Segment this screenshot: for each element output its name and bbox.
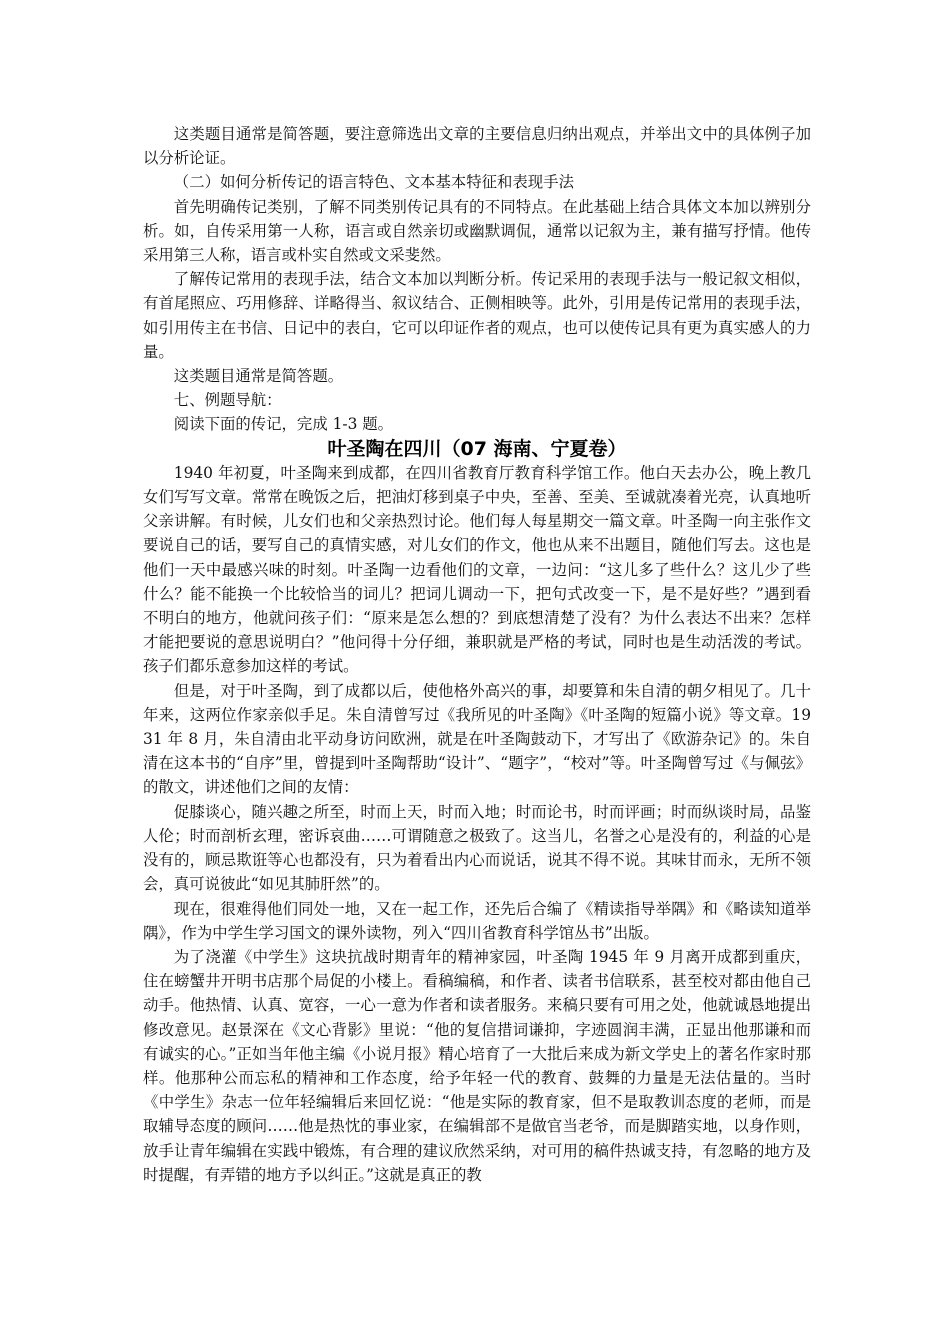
paragraph-biography-types: 首先明确传记类别，了解不同类别传记具有的不同特点。在此基础上结合具体文本加以辨别分析。如，自传采用第一人称，语言或自然亲切或幽默调侃，通常以记叙为主，兼有描写抒情。他传采用第三人称，语言或朴实自然或文采斐然。 <box>143 197 811 265</box>
section-heading-language-features: （二）如何分析传记的语言特色、文本基本特征和表现手法 <box>173 173 574 192</box>
article-paragraph-1: 1940 年初夏，叶圣陶来到成都，在四川省教育厅教育科学馆工作。他白天去办公，晚上教几女们写写文章。常常在晚饭之后，把油灯移到桌子中央，至善、至美、至诚就凑着光亮，认真地听父亲讲解。有时候，儿女们也和父亲热烈讨论。他们每人每星期交一篇文章。叶圣陶一向主张作文要说自己的话，要写自己的真情实感，对儿女们的作文，他也从来不出题目，随他们写去。这也是他们一天中最感兴味的时刻。叶圣陶一边看他们的文章，一边问：“这儿多了些什么？这儿少了些什么？能不能换一个比较恰当的词儿？把词儿调动一下，把句式改变一下，是不是好些？”遇到看不明白的地方，他就问孩子们：“原来是怎么想的？到底想清楚了没有？为什么表达不出来？怎样才能把要说的意思说明白？”他问得十分仔细，兼职就是严格的考试，同时也是生动活泼的考试。孩子们都乐意参加这样的考试。 <box>143 463 811 676</box>
article-paragraph-4: 现在，很难得他们同处一地，又在一起工作，还先后合编了《精读指导举隅》和《略读知道举隅》，作为中学生学习国文的课外读物，列入“四川省教育科学馆丛书”出版。 <box>143 899 811 942</box>
paragraph-question-type-note: 这类题目通常是简答题。 <box>173 367 344 386</box>
document-body <box>143 122 811 1187</box>
article-quote-paragraph: 促膝谈心，随兴趣之所至，时而上天，时而入地；时而论书，时而评画；时而纵谈时局，品鉴人伦；时而剖析玄理，密诉哀曲……可谓随意之极致了。这当儿，名誉之心是没有的，利益的心是没有的，顾忌欺诳等心也都没有，只为着看出内心而说话，说其不得不说。其味甘而永，无所不领会，真可说彼此“如见其肺肝然”的。 <box>143 802 811 894</box>
section-heading-examples: 七、例题导航： <box>173 391 282 410</box>
paragraph-reading-instruction: 阅读下面的传记，完成 1-3 题。 <box>173 415 394 434</box>
article-paragraph-2: 但是，对于叶圣陶，到了成都以后，使他格外高兴的事，却要算和朱自清的朝夕相见了。几十年来，这两位作家亲似手足。朱自清曾写过《我所见的叶圣陶》《叶圣陶的短篇小说》等文章。1931 年 8 月，朱自清由北平动身访问欧洲，就是在叶圣陶鼓动下，才写出了《欧游杂记》的。朱自清在这本书的“自序”里，曾提到叶圣陶帮助“设计”、“题字”，“校对”等。叶圣陶曾写过《与佩弦》的散文，讲述他们之间的友情： <box>143 681 811 797</box>
paragraph-expression-techniques: 了解传记常用的表现手法，结合文本加以判断分析。传记采用的表现手法与一般记叙文相似，有首尾照应、巧用修辞、详略得当、叙议结合、正侧相映等。此外，引用是传记常用的表现手法，如引用传主在书信、日记中的表白，它可以印证作者的观点，也可以使传记具有更为真实感人的力量。 <box>143 270 811 361</box>
paragraph-answer-guidance: 这类题目通常是简答题，要注意筛选出文章的主要信息归纳出观点，并举出文中的具体例子加以分析论证。 <box>143 125 811 168</box>
article-paragraph-5: 为了浇灌《中学生》这块抗战时期青年的精神家园，叶圣陶 1945 年 9 月离开成都到重庆，住在螃蟹井开明书店那个局促的小楼上。看稿编稿，和作者、读者书信联系，甚至校对都由他自己动手。他热情、认真、宽容，一心一意为作者和读者服务。来稿只要有可用之处，他就诚恳地提出修改意见。赵景深在《文心背影》里说：“他的复信措词谦抑，字迹圆润丰满，正显出他那谦和而有诚实的心。”正如当年他主编《小说月报》精心培育了一大批后来成为新文学史上的著名作家时那样。他那种公而忘私的精神和工作态度，给予年轻一代的教育、鼓舞的力量是无法估量的。当时《中学生》杂志一位年轻编辑后来回忆说：“他是实际的教育家，但不是取教训态度的老师，而是取辅导态度的顾问……他是热忱的事业家，在编辑部不是做官当老爷，而是脚踏实地，以身作则，放手让青年编辑在实践中锻炼，有合理的建议欣然采纳，对可用的稿件热诚支持，有忽略的地方及时提醒，有弄错的地方予以纠正。”这就是真正的教 <box>143 947 811 1184</box>
article-title: 叶圣陶在四川（07 海南、宁夏卷） <box>327 437 627 460</box>
